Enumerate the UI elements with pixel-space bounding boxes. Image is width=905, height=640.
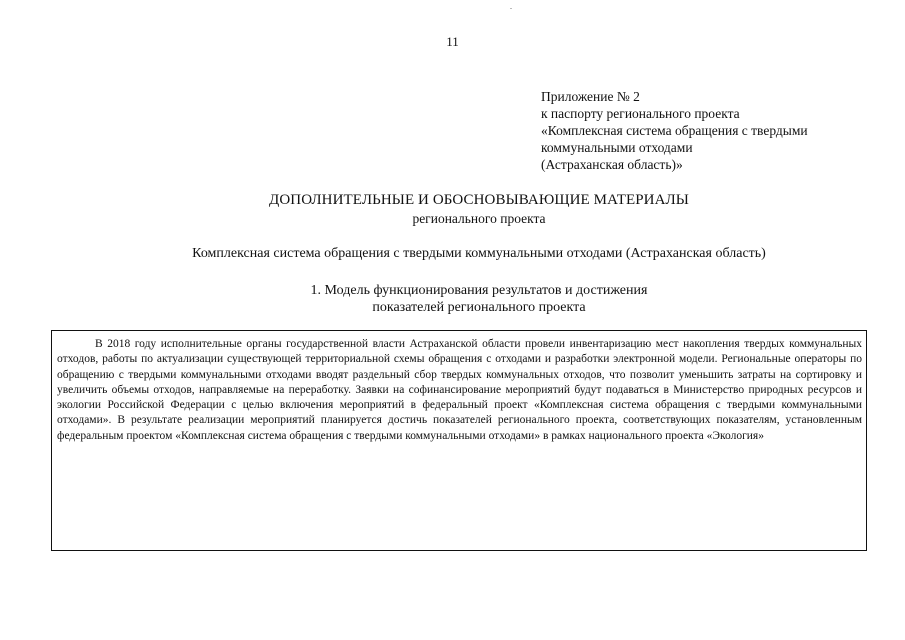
appendix-line: (Астраханская область)»	[541, 157, 683, 172]
section-title-line: показателей регионального проекта	[372, 300, 586, 315]
appendix-line: «Комплексная система обращения с твердыми	[541, 123, 808, 138]
section-title	[0, 282, 905, 316]
project-name: Комплексная система обращения с твердыми коммунальными отходами (Астраханская область)	[192, 246, 766, 261]
appendix-note	[541, 88, 808, 173]
document-subtitle: регионального проекта	[412, 211, 546, 226]
content-frame	[51, 330, 867, 551]
page-number: 11	[446, 34, 459, 49]
appendix-line: Приложение № 2	[541, 89, 640, 104]
content-paragraph: В 2018 году исполнительные органы государственной власти Астраханской области провели инвентаризацию мест накопления твердых коммунальных отходов, работы по актуализации существующей территориальной схемы обращения с отходами и разработки электронной модели. Региональные операторы по обращению с твердыми коммунальными отходами вводят раздельный сбор твердых коммунальных отходов, что позволит уменьшить затраты на сортировку и увеличить объемы отходов, направляемые на переработку. Заявки на софинансирование мероприятий будут подаваться в Министерство природных ресурсов и экологии Российской Федерации с целью включения мероприятий в федеральный проект «Комплексная система обращения с твердыми коммунальными отходами». В результате реализации мероприятий планируется достичь показателей регионального проекта, соответствующих показателям, установленным федеральным проектом «Комплексная система обращения с твердыми коммунальными отходами» в рамках национального проекта «Экология»	[57, 338, 862, 442]
section-title-line: 1. Модель функционирования результатов и достижения	[310, 283, 648, 298]
appendix-line: к паспорту регионального проекта	[541, 106, 740, 121]
document-title: ДОПОЛНИТЕЛЬНЫЕ И ОБОСНОВЫВАЮЩИЕ МАТЕРИАЛЫ	[269, 192, 689, 208]
scan-artifact	[510, 8, 512, 9]
appendix-line: коммунальными отходами	[541, 140, 693, 155]
